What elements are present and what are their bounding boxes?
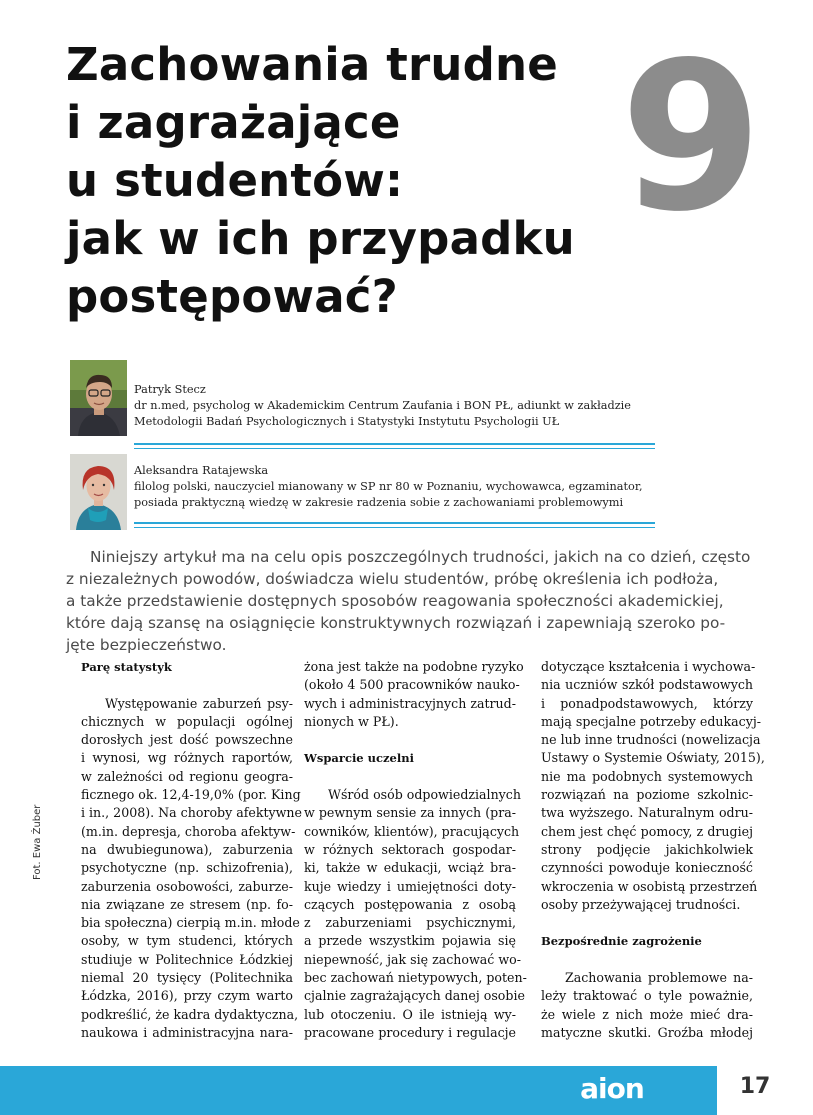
author-info bbox=[134, 463, 659, 511]
body-line: lub otoczeniu. O ile istnieją wy- bbox=[304, 1006, 516, 1022]
author-description: posiada praktyczną wiedzę w zakresie radzenia sobie z zachowaniami problemowymi bbox=[134, 496, 624, 509]
spacer bbox=[304, 731, 516, 749]
body-line: wkroczenia w osobistą przestrzeń bbox=[541, 878, 758, 894]
body-line: cowników, klientów), pracujących bbox=[304, 823, 520, 839]
body-line: czących postępowania z osobą bbox=[304, 896, 516, 912]
body-line: bia społeczna) cierpią m.in. młode bbox=[81, 915, 300, 931]
chapter-number: 9 bbox=[620, 19, 763, 257]
body-line: że wiele z nich może mieć dra- bbox=[541, 1006, 753, 1022]
text-column bbox=[541, 658, 765, 1042]
body-line: studiuje w Politechnice Łódzkiej bbox=[81, 951, 293, 967]
body-line: psychotyczne (np. schizofrenia), bbox=[81, 860, 293, 876]
body-line: osoby, w tym studenci, których bbox=[81, 933, 293, 949]
lead-line: które dają szansę na osiągnięcie konstruktywnych rozwiązań i zapewniają szeroko po- bbox=[66, 614, 726, 632]
body-line: rozwiązań na poziome szkolnic- bbox=[541, 787, 753, 803]
spacer bbox=[541, 951, 753, 969]
body-line: kuje wiedzy i umiejętności doty- bbox=[304, 878, 516, 894]
lead-line: a także przedstawienie dostępnych sposobów reagowania społeczności akademickiej, bbox=[66, 592, 724, 610]
body-line: (około 4 500 pracowników nauko- bbox=[304, 677, 520, 693]
author-block bbox=[70, 454, 655, 534]
author-description: Metodologii Badań Psychologicznych i Statystyki Instytutu Psychologii UŁ bbox=[134, 415, 560, 428]
body-line: żona jest także na podobne ryzyko bbox=[304, 659, 524, 674]
body-line: leży traktować o tyle poważnie, bbox=[541, 988, 753, 1004]
body-line: dotyczące kształcenia i wychowa- bbox=[541, 659, 756, 674]
body-line: a przede wszystkim pojawia się bbox=[304, 933, 516, 949]
divider bbox=[134, 522, 655, 524]
divider bbox=[134, 448, 655, 449]
author-photo bbox=[70, 360, 127, 436]
body-line: mają specjalne potrzeby edukacyj- bbox=[541, 713, 761, 729]
body-line: ki, także w edukacji, wciąż bra- bbox=[304, 860, 516, 876]
body-line: i ponadpodstawowych, którzy bbox=[541, 695, 753, 711]
author-description: filolog polski, nauczyciel mianowany w SP nr 80 w Poznaniu, wychowawca, egzaminator, bbox=[134, 480, 643, 493]
body-line: chicznych w populacji ogólnej bbox=[81, 713, 293, 729]
author-photo bbox=[70, 454, 127, 530]
body-line: osoby przeżywającej trudności. bbox=[541, 896, 741, 912]
title-line: jak w ich przypadku bbox=[66, 212, 575, 265]
lead-line: jęte bezpieczeństwo. bbox=[66, 636, 227, 654]
photo-credit: Fot. Ewa Żuber bbox=[32, 804, 43, 880]
body-line: nionych w PŁ). bbox=[304, 713, 399, 729]
author-name: Aleksandra Ratajewska bbox=[134, 464, 269, 477]
body-line: z zaburzeniami psychicznymi, bbox=[304, 915, 516, 931]
page-number: 17 bbox=[739, 1074, 771, 1099]
body-line: nia związane ze stresem (np. fo- bbox=[81, 896, 293, 912]
spacer bbox=[81, 676, 293, 694]
body-line: na dwubiegunowa), zaburzenia bbox=[81, 841, 293, 857]
section-heading: Wsparcie uczelni bbox=[304, 751, 414, 766]
body-line: chem jest chęć pomocy, z drugiej bbox=[541, 823, 753, 839]
body-line: pracowane procedury i regulacje bbox=[304, 1024, 516, 1040]
lead-line: z niezależnych powodów, doświadcza wielu studentów, próbę określenia ich podłoża, bbox=[66, 570, 719, 588]
body-line: twa wyższego. Naturalnym odru- bbox=[541, 805, 753, 821]
author-description: dr n.med, psycholog w Akademickim Centrum Zaufania i BON PŁ, adiunkt w zakładzie bbox=[134, 399, 631, 412]
body-line: naukowa i administracyjna nara- bbox=[81, 1024, 293, 1040]
body-line: niemal 20 tysięcy (Politechnika bbox=[81, 970, 293, 986]
body-line: w pewnym sensie za innych (pra- bbox=[304, 805, 516, 821]
body-line: niepewność, jak się zachować wo- bbox=[304, 951, 521, 967]
body-line: Zachowania problemowe na- bbox=[565, 970, 753, 986]
body-line: nie ma podobnych systemowych bbox=[541, 768, 753, 784]
body-line: matyczne skutki. Groźba młodej bbox=[541, 1024, 753, 1040]
body-line: ficznego ok. 12,4-19,0% (por. King bbox=[81, 787, 301, 803]
body-line: ne lub inne trudności (nowelizacja bbox=[541, 732, 761, 748]
body-line: Łódzka, 2016), przy czym warto bbox=[81, 988, 293, 1004]
section-heading: Parę statystyk bbox=[81, 660, 172, 674]
body-line: Ustawy o Systemie Oświaty, 2015), bbox=[541, 750, 765, 766]
body-line: dorosłych jest dość powszechne bbox=[81, 732, 293, 748]
body-line: i wynosi, wg różnych raportów, bbox=[81, 750, 293, 766]
body-line: strony podjęcie jakichkolwiek bbox=[541, 841, 753, 857]
body-line: nia uczniów szkół podstawowych bbox=[541, 677, 753, 693]
body-line: czynności powoduje konieczność bbox=[541, 860, 753, 876]
body-line: bec zachowań nietypowych, poten- bbox=[304, 970, 527, 986]
body-line: w zależności od regionu geogra- bbox=[81, 768, 293, 784]
body-line: i in., 2008). Na choroby afektywne bbox=[81, 805, 302, 821]
body-line: w różnych sektorach gospodar- bbox=[304, 841, 516, 857]
body-line: zaburzenia osobowości, zaburze- bbox=[81, 878, 293, 894]
author-info bbox=[134, 382, 659, 430]
title-line: i zagrażające bbox=[66, 96, 401, 149]
spacer bbox=[304, 768, 516, 786]
title-line: u studentów: bbox=[66, 154, 404, 207]
text-column bbox=[304, 658, 527, 1042]
author-block bbox=[70, 360, 655, 440]
divider bbox=[134, 443, 655, 445]
lead-line: Niniejszy artykuł ma na celu opis poszczególnych trudności, jakich na co dzień, często bbox=[90, 548, 751, 566]
spacer bbox=[541, 914, 753, 932]
body-line: wych i administracyjnych zatrud- bbox=[304, 695, 516, 711]
lead-paragraph bbox=[66, 546, 761, 656]
text-column bbox=[81, 658, 302, 1042]
title-line: postępować? bbox=[66, 270, 398, 323]
body-line: podkreślić, że kadra dydaktyczna, bbox=[81, 1006, 299, 1022]
author-name: Patryk Stecz bbox=[134, 383, 206, 396]
article-title bbox=[66, 36, 626, 326]
divider bbox=[134, 527, 655, 528]
aion-logo: aion bbox=[580, 1072, 644, 1105]
body-line: cjalnie zagrażających danej osobie bbox=[304, 988, 525, 1004]
title-line: Zachowania trudne bbox=[66, 38, 558, 91]
body-line: (m.in. depresja, choroba afektyw- bbox=[81, 823, 296, 839]
section-heading: Bezpośrednie zagrożenie bbox=[541, 934, 702, 949]
body-line: Wśród osób odpowiedzialnych bbox=[328, 787, 521, 803]
body-line: Występowanie zaburzeń psy- bbox=[105, 695, 293, 711]
